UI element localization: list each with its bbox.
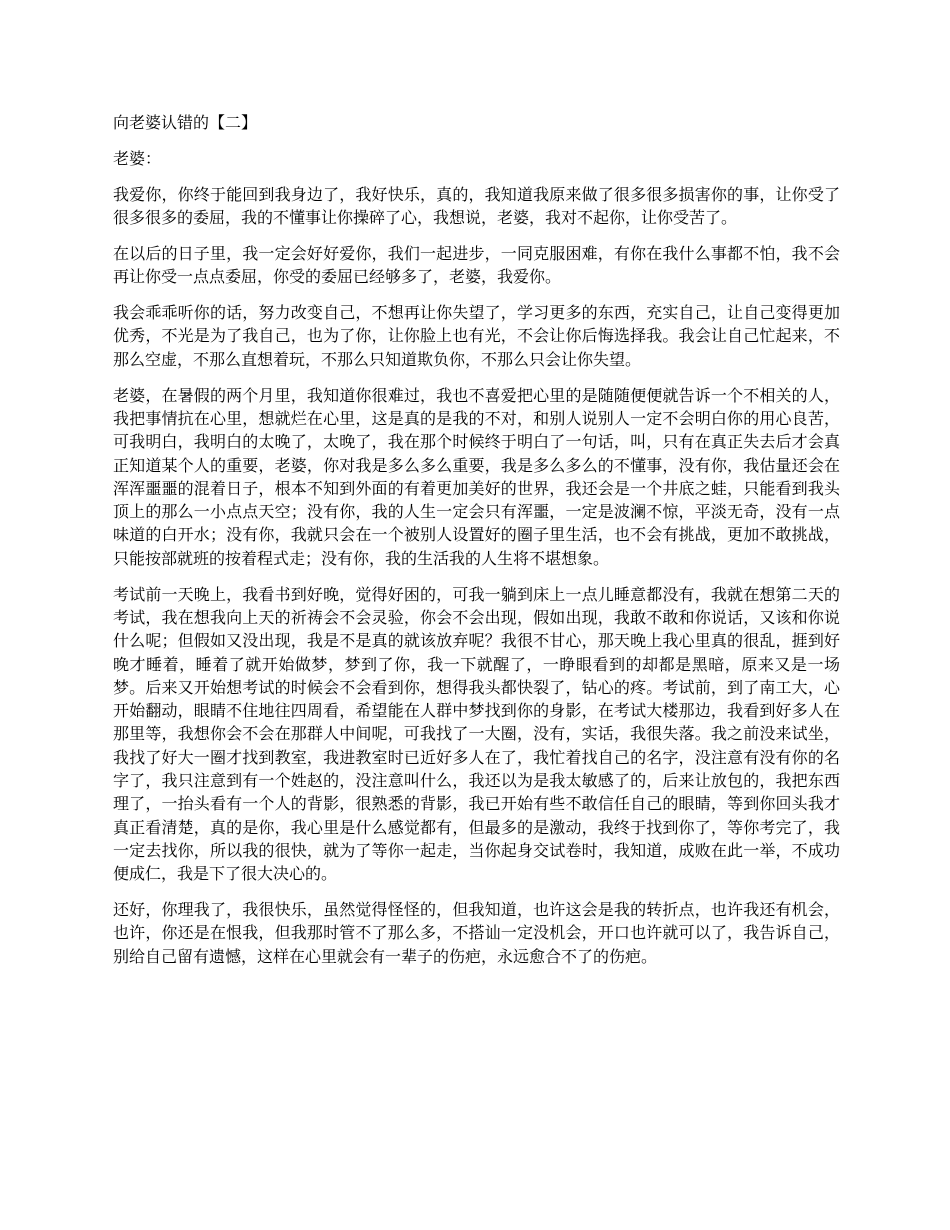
paragraph: 在以后的日子里，我一定会好好爱你，我们一起进步，一同克服困难，有你在我什么事都不怕，我不会再让你受一点点委屈，你受的委屈已经够多了，老婆，我爱你。 bbox=[113, 243, 840, 287]
paragraph: 我会乖乖听你的话，努力改变自己，不想再让你失望了，学习更多的东西，充实自己，让自己变得更加优秀，不光是为了我自己，也为了你，让你脸上也有光，不会让你后悔选择我。我会让自己忙起来，不那么空虚，不那么直想着玩，不那么只知道欺负你，不那么只会让你失望。 bbox=[113, 303, 840, 369]
paragraph: 老婆，在暑假的两个月里，我知道你很难过，我也不喜爱把心里的是随随便便就告诉一个不相关的人，我把事情抗在心里，想就烂在心里，这是真的是我的不对，和别人说别人一定不会明白你的用心良苦，可我明白，我明白的太晚了，太晚了，我在那个时候终于明白了一句话，叫，只有在真正失去后才会真正知道某个人的重要，老婆，你对我是多么多么重要，我是多么多么的不懂事，没有你，我估量还会在浑浑噩噩的混着日子，根本不知到外面的有着更加美好的世界，我还会是一个井底之蛙，只能看到我头顶上的那么一小点点天空；没有你，我的人生一定会只有浑噩，一定是波澜不惊，平淡无奇，没有一点味道的白开水；没有你，我就只会在一个被别人设置好的圈子里生活，也不会有挑战，更加不敢挑战，只能按部就班的按着程式走；没有你，我的生活我的人生将不堪想象。 bbox=[113, 385, 840, 568]
document-title: 向老婆认错的【二】 bbox=[113, 113, 258, 132]
paragraph: 考试前一天晚上，我看书到好晚，觉得好困的，可我一躺到床上一点儿睡意都没有，我就在想第二天的考试，我在想我向上天的祈祷会不会灵验，你会不会出现，假如出现，我敢不敢和你说话，又该和你说什么呢；但假如又没出现，我是不是真的就该放弃呢？我很不甘心，那天晚上我心里真的很乱，捱到好晚才睡着，睡着了就开始做梦，梦到了你，我一下就醒了，一睁眼看到的却都是黑暗，原来又是一场梦。后来又开始想考试的时候会不会看到你，想得我头都快裂了，钻心的疼。考试前，到了南工大，心开始翻动，眼睛不住地往四周看，希望能在人群中梦找到你的身影，在考试大楼那边，我看到好多人在那里等，我想你会不会在那群人中间呢，可我找了一大圈，没有，实话，我很失落。我之前没来试坐，我找了好大一圈才找到教室，我进教室时已近好多人在了，我忙着找自己的名字，没注意有没有你的名字了，我只注意到有一个姓赵的，没注意叫什么，我还以为是我太敏感了的，后来让放包的，我把东西理了，一抬头看有一个人的背影，很熟悉的背影，我已开始有些不敢信任自己的眼睛，等到你回头我才真正看清楚，真的是你，我心里是什么感觉都有，但最多的是激动，我终于找到你了，等你考完了，我一定去找你，所以我的很快，就为了等你一起走，当你起身交试卷时，我知道，成败在此一举，不成功便成仁，我是下了很大决心的。 bbox=[113, 584, 840, 884]
document-body bbox=[113, 111, 840, 981]
paragraph: 还好，你理我了，我很快乐，虽然觉得怪怪的，但我知道，也许这会是我的转折点，也许我还有机会，也许，你还是在恨我，但我那时管不了那么多，不搭讪一定没机会，开口也许就可以了，我告诉自己，别给自己留有遗憾，这样在心里就会有一辈子的伤疤，永远愈合不了的伤疤。 bbox=[113, 900, 840, 966]
paragraph: 我爱你，你终于能回到我身边了，我好快乐，真的，我知道我原来做了很多很多损害你的事，让你受了很多很多的委屈，我的不懂事让你操碎了心，我想说，老婆，我对不起你，让你受苦了。 bbox=[113, 184, 840, 228]
salutation: 老婆： bbox=[113, 148, 162, 168]
